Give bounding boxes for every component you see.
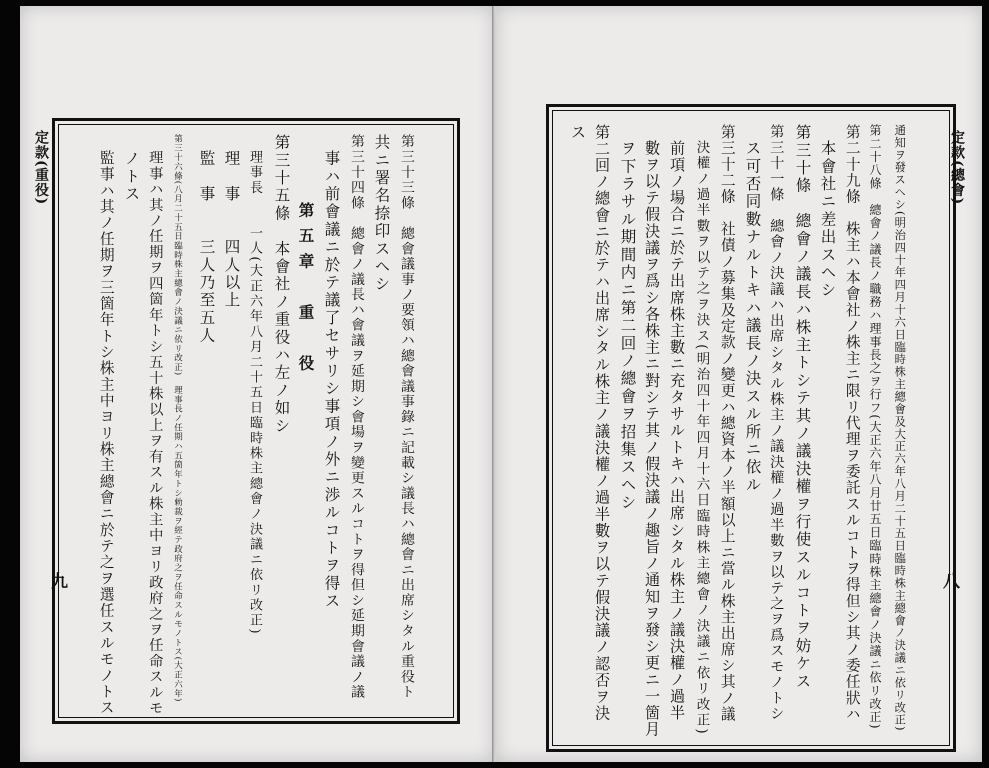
page-number: 八 (939, 572, 959, 589)
text-column: 第二回ノ總會ニ於テハ出席シタル株主ノ議決權ノ過半數ヲ以テ假決議ノ認否ヲ決 (593, 124, 612, 722)
text-column: 第三十五條 本會社ノ重役ハ左ノ如シ (272, 134, 291, 435)
left-page (20, 6, 494, 762)
text-column: 前項ノ場合ニ於テ出席株主數ニ充タサルトキハ出席シタル株主ノ議決權ノ過半 (668, 140, 687, 722)
text-column: 決權ノ過半數ヲ以テ之ヲ決ス(明治四十年四月十六日臨時株主總會ノ決議ニ依リ改正) (693, 140, 710, 736)
chapter-heading: 第五章 重 役 (296, 202, 316, 381)
text-column: 理 事 四人以上 (222, 150, 241, 310)
text-column: 理事ハ其ノ任期ヲ四箇年トシ五十株以上ヲ有スル株主中ヨリ政府之ヲ任命スルモ (147, 150, 164, 717)
text-column: 本會社ニ差出スヘシ (818, 140, 837, 300)
running-header: 定款(總會) (949, 130, 965, 206)
text-column: 第三十條 總會ノ議長ハ株主トシテ其ノ議決權ヲ行使スルコトヲ妨ケス (793, 124, 812, 691)
text-column: 事ハ前會議ニ於テ議了セサリシ事項ノ外ニ渉ルコトヲ得ス (322, 150, 341, 611)
running-header: 定款(重役) (33, 130, 49, 206)
text-column: 理事長 一人(大正六年八月二十五日臨時株主總會ノ決議ニ依リ改正) (247, 150, 262, 636)
text-column: 第三十三條 總會議事ノ要領ハ總會議事錄ニ記載シ議長ハ總會ニ出席シタル重役ト (397, 134, 414, 700)
text-column: ヲ下ラサル期間内ニ第二回ノ總會ヲ招集スヘシ (618, 140, 637, 512)
text-column: 數ヲ以テ假決議ヲ爲シ各株主ニ對シテ其ノ假決議ノ趣旨ノ通知ヲ發シ更ニ一箇月 (643, 140, 662, 738)
text-column: 第三十四條 總會ノ議長ハ會議ヲ延期シ會場ヲ變更スルコトヲ得但シ延期會議ノ議 (347, 134, 364, 700)
text-column: 監 事 三人乃至五人 (197, 150, 216, 345)
text-column: ス (568, 124, 587, 142)
text-column: 第三十六條(八月二十五日臨時株主總會ノ決議ニ依リ改正) 理事長ノ任期ハ五箇年トシ勅裁ヲ經テ政府之ヲ任命スルモノトス(大正六年) (172, 134, 183, 703)
text-column: 第三十一條 總會ノ決議ハ出席シタル株主ノ議決權ノ過半數ヲ以テ之ヲ爲スモノトシ (768, 124, 785, 722)
page-number: 九 (47, 572, 67, 589)
text-column: ス可否同數ナルトキハ議長ノ決スル所ニ依ル (743, 140, 762, 494)
text-column: 第二十八條 總會ノ議長ノ職務ハ理事長之ヲ行フ(大正六年八月廿五日臨時株主總會ノ決議ニ依リ改正) (868, 124, 882, 730)
text-column: 第二十九條 株主ハ本會社ノ株主ニ限リ代理ヲ委託スルコトヲ得但シ其ノ委任狀ハ (843, 124, 861, 723)
right-page (496, 6, 982, 762)
text-column: 監事ハ其ノ任期ヲ三箇年トシ株主中ヨリ株主總會ニ於テ之ヲ選任スルモノトス (97, 150, 115, 716)
text-column: 通知ヲ發スヘシ(明治四十年四月十六日臨時株主總會及大正六年八月二十五日臨時株主總會ノ決議ニ依リ改正) (893, 124, 907, 732)
text-column: 第三十二條 社債ノ募集及定款ノ變更ハ總資本ノ半額以上ニ當ル株主出席シ其ノ議 (718, 124, 736, 723)
text-column: ノトス (122, 150, 141, 204)
text-column: 共ニ署名捺印スヘシ (372, 134, 391, 294)
